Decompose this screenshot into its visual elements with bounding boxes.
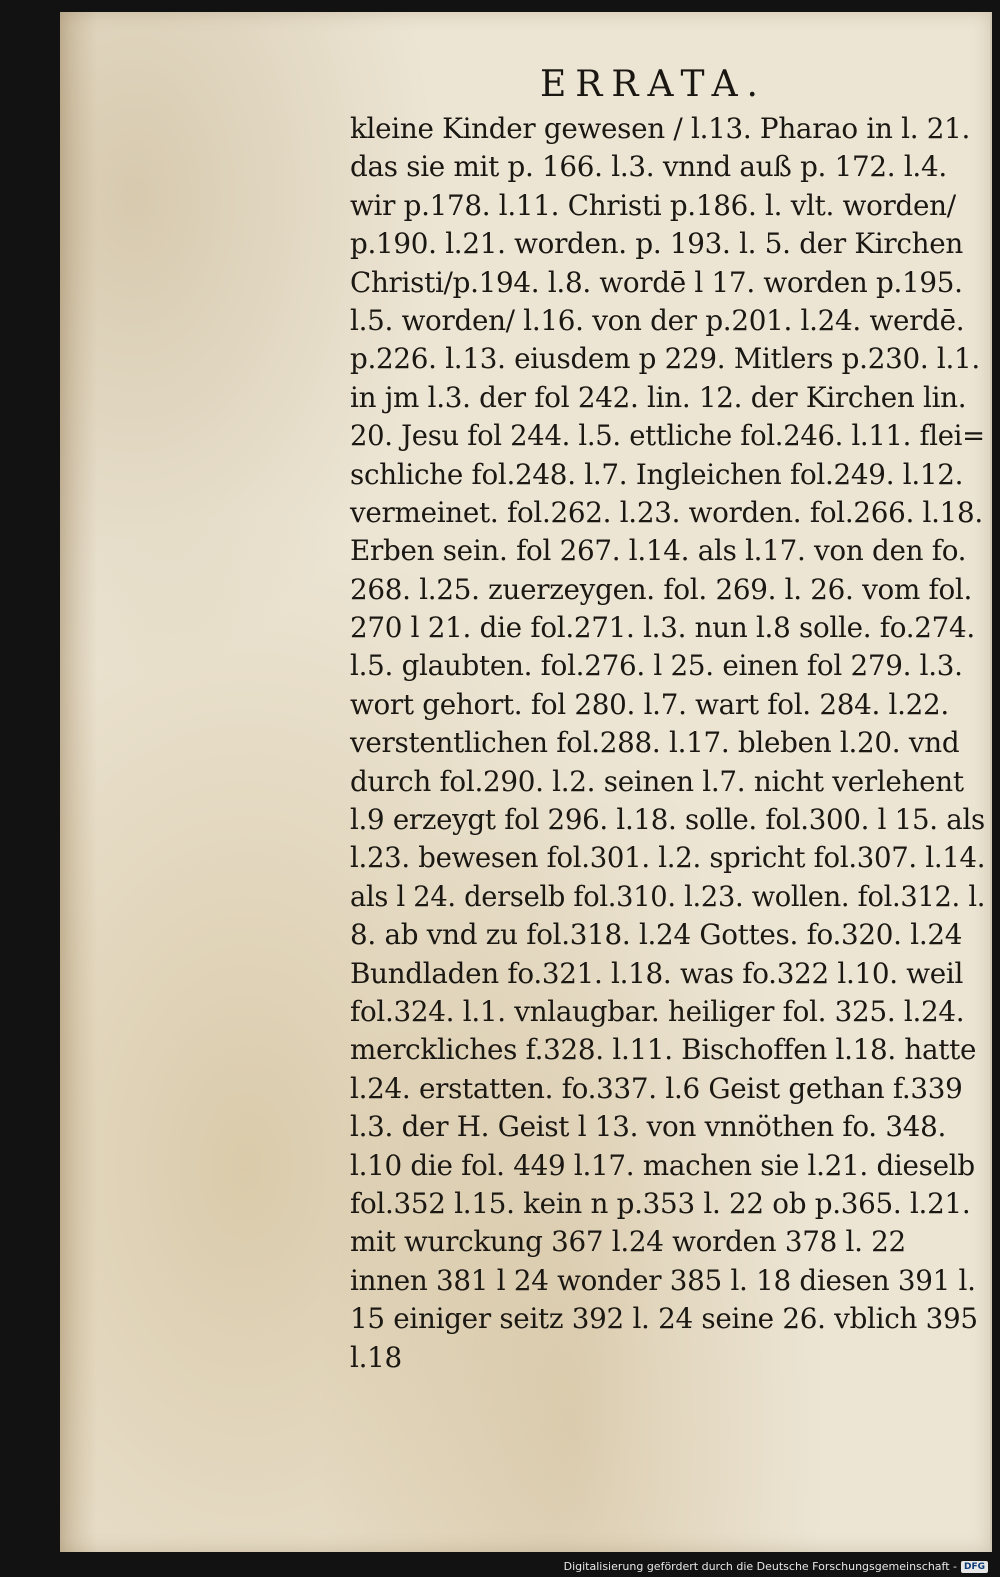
errata-line: vermeinet. fol.262. l.23. worden. fol.266. l.18. (350, 495, 983, 529)
errata-line: p.190. l.21. worden. p. 193. l. 5. der Kirchen (350, 227, 963, 261)
book-page (60, 12, 992, 1552)
errata-line: l.18 (350, 1340, 402, 1374)
errata-line: l.9 erzeygt fol 296. l.18. solle. fol.300. l 15. als (350, 803, 985, 837)
errata-line: 20. Jesu fol 244. l.5. ettliche fol.246. l.11. flei= (350, 419, 985, 453)
errata-line: wort gehort. fol 280. l.7. wart fol. 284. l.22. (350, 687, 949, 721)
errata-line: l.23. bewesen fol.301. l.2. spricht fol.307. l.14. (350, 841, 986, 875)
errata-line: innen 381 l 24 wonder 385 l. 18 diesen 391 l. (350, 1263, 976, 1297)
errata-line: l.5. glaubten. fol.276. l 25. einen fol 279. l.3. (350, 649, 963, 683)
errata-line: Erben sein. fol 267. l.14. als l.17. von den fo. (350, 534, 967, 568)
errata-line: 270 l 21. die fol.271. l.3. nun l.8 solle. fo.274. (350, 611, 975, 645)
page-heading: ERRATA. (540, 64, 768, 105)
errata-line: mit wurckung 367 l.24 worden 378 l. 22 (350, 1225, 906, 1259)
errata-line: l.24. erstatten. fo.337. l.6 Geist gethan f.339 (350, 1071, 963, 1105)
errata-line: verstentlichen fol.288. l.17. bleben l.20. vnd (350, 726, 960, 760)
errata-line: 15 einiger seitz 392 l. 24 seine 26. vblich 395 (350, 1302, 978, 1336)
errata-line: 8. ab vnd zu fol.318. l.24 Gottes. fo.320. l.24 (350, 918, 963, 952)
errata-line: das sie mit p. 166. l.3. vnnd auß p. 172. l.4. (350, 150, 947, 184)
errata-line: kleine Kinder gewesen / l.13. Pharao in l. 21. (350, 112, 971, 145)
errata-line: in jm l.3. der fol 242. lin. 12. der Kirchen lin. (350, 380, 967, 414)
errata-line: wir p.178. l.11. Christi p.186. l. vlt. worden/ (350, 188, 956, 222)
errata-line: 268. l.25. zuerzeygen. fol. 269. l. 26. vom fol. (350, 572, 973, 606)
errata-text-block (350, 110, 990, 1377)
errata-line: Christi/p.194. l.8. wordē l 17. worden p.195. (350, 265, 963, 299)
errata-line: Bundladen fo.321. l.18. was fo.322 l.10. weil (350, 956, 964, 990)
errata-line: durch fol.290. l.2. seinen l.7. nicht verlehent (350, 764, 964, 798)
errata-line: l.5. worden/ l.16. von der p.201. l.24. werdē. (350, 303, 965, 337)
errata-line: p.226. l.13. eiusdem p 229. Mitlers p.230. l.1. (350, 342, 980, 376)
errata-line: fol.324. l.1. vnlaugbar. heiliger fol. 325. l.24. (350, 994, 965, 1028)
dfg-logo: DFG (961, 1561, 988, 1573)
errata-line: schliche fol.248. l.7. Ingleichen fol.249. l.12. (350, 457, 964, 491)
funding-footer-text: Digitalisierung gefördert durch die Deutsche Forschungsgemeinschaft - (563, 1560, 957, 1573)
errata-line: fol.352 l.15. kein n p.353 l. 22 ob p.365. l.21. (350, 1186, 971, 1220)
errata-line: als l 24. derselb fol.310. l.23. wollen. fol.312. l. (350, 879, 986, 913)
errata-line: l.3. der H. Geist l 13. von vnnöthen fo. 348. (350, 1110, 946, 1144)
errata-line: merckliches f.328. l.11. Bischoffen l.18. hatte (350, 1033, 977, 1067)
errata-line: l.10 die fol. 449 l.17. machen sie l.21. dieselb (350, 1148, 975, 1182)
funding-footer (564, 1560, 988, 1573)
